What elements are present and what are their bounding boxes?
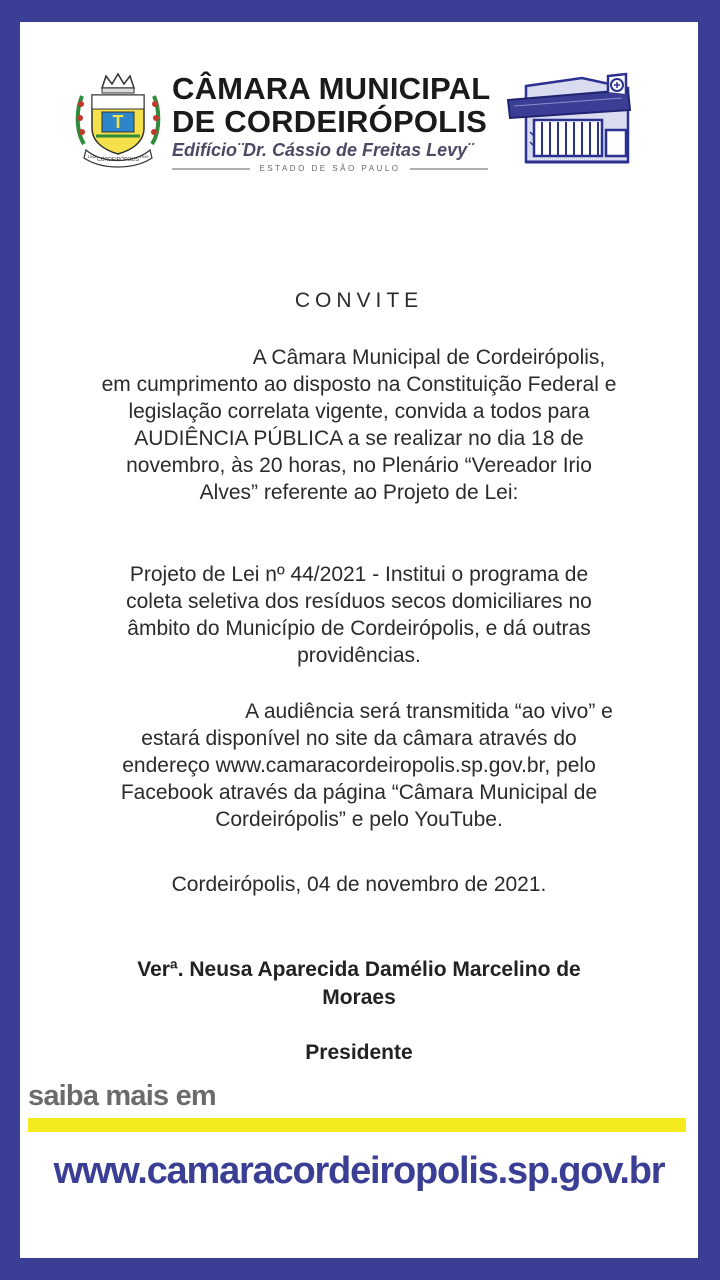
crest-banner-text: CORDEIRÓPOLIS <box>97 157 139 163</box>
paragraph-line: estará disponível no site da câmara através do <box>141 727 577 750</box>
institution-title <box>172 72 512 177</box>
paragraph-line: Alves” referente ao Projeto de Lei: <box>199 481 519 504</box>
invitation-paragraph-3 <box>20 698 698 833</box>
title-line-2: DE CORDEIRÓPOLIS <box>172 104 487 139</box>
paragraph-line: em cumprimento ao disposto na Constituição Federal e <box>101 373 617 396</box>
chamber-building-icon <box>504 72 636 168</box>
website-url: www.camaracordeiropolis.sp.gov.br <box>53 1150 665 1192</box>
paragraph-line: AUDIÊNCIA PÚBLICA a se realizar no dia 18 de <box>134 427 584 450</box>
signature-role: Presidente <box>305 1041 413 1064</box>
state-label: ESTADO DE SÃO PAULO <box>259 164 401 173</box>
state-rule <box>172 163 488 177</box>
invitation-card <box>20 22 698 1258</box>
building-name: Edifício¨Dr. Cássio de Freitas Levy¨ <box>172 140 474 160</box>
paragraph-line: Facebook através da página “Câmara Municipal de <box>120 781 598 804</box>
invitation-paragraph-1 <box>20 344 698 506</box>
invitation-heading: CONVITE <box>294 289 424 312</box>
more-info-label: saiba mais em <box>28 1080 216 1112</box>
paragraph-line: Cordeirópolis” e pelo YouTube. <box>215 808 503 831</box>
paragraph-line: providências. <box>297 644 421 667</box>
paragraph-line: A audiência será transmitida “ao vivo” e <box>245 700 613 723</box>
header <box>20 22 698 212</box>
paragraph-line: coleta seletiva dos resíduos secos domiciliares no <box>126 590 592 613</box>
paragraph-line: novembro, às 20 horas, no Plenário “Vereador Irio <box>126 454 592 477</box>
municipal-crest-icon <box>72 70 164 170</box>
crest-year-left: 1948 <box>87 154 97 159</box>
title-line-1: CÂMARA MUNICIPAL <box>172 71 491 106</box>
paragraph-line: A Câmara Municipal de Cordeirópolis, <box>252 346 606 369</box>
accent-bar <box>28 1118 686 1132</box>
signature-line-2: Moraes <box>322 986 396 1009</box>
crest-year-right: 1949 <box>139 154 149 159</box>
signature-name <box>20 956 698 1012</box>
paragraph-line: âmbito do Município de Cordeirópolis, e dá outras <box>127 617 591 640</box>
signature-line-1: Verª. Neusa Aparecida Damélio Marcelino de <box>137 958 581 981</box>
invitation-paragraph-2 <box>20 561 698 669</box>
paragraph-line: endereço www.camaracordeiropolis.sp.gov.br, pelo <box>122 754 596 777</box>
paragraph-line: legislação correlata vigente, convida a todos para <box>128 400 590 423</box>
invitation-date: Cordeirópolis, 04 de novembro de 2021. <box>171 873 547 896</box>
paragraph-line: Projeto de Lei nº 44/2021 - Institui o programa de <box>129 563 589 586</box>
crest-letter: T <box>112 112 124 132</box>
